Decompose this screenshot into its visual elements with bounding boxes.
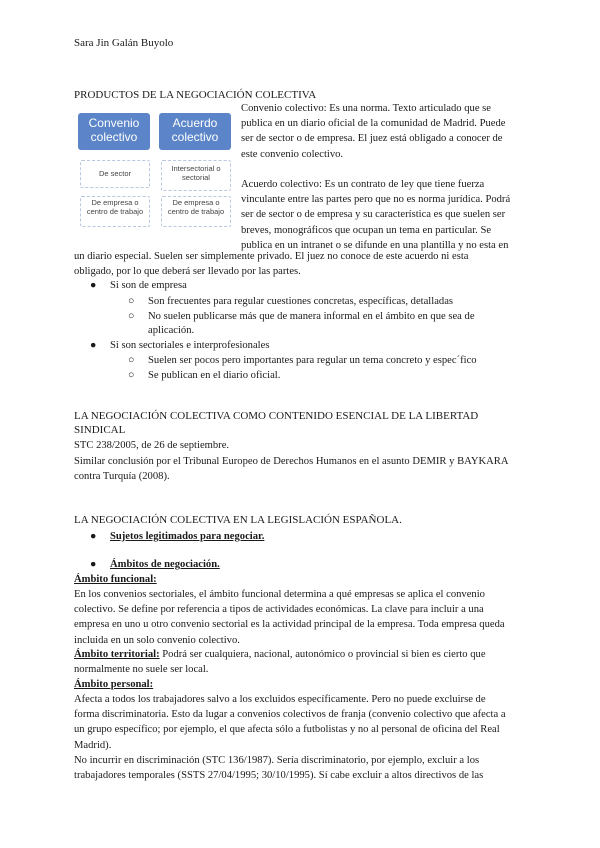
bullet-icon: ● [90,559,97,570]
circle-bullet-icon: ○ [128,296,135,307]
text-line: Madrid). [74,739,112,751]
text-line: un diario especial. Suelen ser simplemente privado. El juez no conoce de este acuerdo ni esta [74,251,469,262]
text-line: Acuerdo colectivo: Es un contrato de ley que tiene fuerza [241,179,485,190]
funcional-paragraph [74,587,534,648]
text-line: vinculante entre las partes pero que no es norma jurídica. Podrá [241,194,511,206]
diagram-sub-empresa-1: De empresa o centro de trabajo [80,196,150,227]
bullet-icon: ● [90,340,97,351]
text-line: ser de sector o de empresa y su característica es que suelen ser [241,209,506,221]
diagram-box-acuerdo: Acuerdo colectivo [159,113,231,150]
list-item: ● Ámbitos de negociación. [90,557,220,572]
list-item: ● Si son de empresa [90,278,187,293]
text-line: forma discriminatoria. Esto da lugar a convenios colectivos de franja (convenio colectivo que afecta a [74,709,506,721]
list-item: ● Si son sectoriales e interprofesionales [90,338,269,353]
text-line: obligado, por lo que deberá ser llevado por las partes. [74,266,301,278]
text-line: ser de sector o de empresa. El juez está obligado a conocer de [241,133,503,145]
diagram-sub-de-sector: De sector [80,160,150,188]
text-line: este convenio colectivo. [241,148,344,160]
text-line: empresa en uno u otro convenio sectorial es la actividad principal de la empresa. Toda empresa queda [74,619,505,631]
subheading-personal: Ámbito personal: [74,679,154,690]
text-line: un grupo específico; por ejemplo, el que afecta sólo a futbolistas y no al personal de oficina del Real [74,724,500,736]
diagram-box-convenio: Convenio colectivo [78,113,150,150]
bullet-icon: ● [90,280,97,291]
circle-bullet-icon: ○ [128,370,135,381]
text-line: En los convenios sectoriales, el ámbito funcional determina a qué empresas se aplica el convenio [74,589,485,600]
acuerdo-continuation [74,249,534,279]
diagram-sub-intersectorial: Intersectorial o sectorial [161,160,231,191]
text-line: No incurrir en discriminación (STC 136/1987). Sería discriminatorio, por ejemplo, excluir a los [74,754,480,766]
text-line: breves, monográficos que ocupan un tema en particular. Se [241,224,492,236]
author-name: Sara Jin Galán Buyolo [74,37,174,49]
subheading-territorial: Ámbito territorial: [74,649,160,660]
list-item: ● Sujetos legitimados para negociar. [90,529,264,544]
sub-list-item: ○ Se publican en el diario oficial. [128,368,280,383]
sub-list-item: ○ Son frecuentes para regular cuestiones concretas, específicas, detalladas [128,294,453,309]
sub-list-item: ○ No suelen publicarse más que de manera informal en el ámbito en que sea de [128,309,475,324]
circle-bullet-icon: ○ [128,311,135,322]
text-line: Afecta a todos los trabajadores salvo a los excluidos específicamente. Pero no puede excluirse de [74,694,486,705]
text-line: STC 238/2005, de 26 de septiembre. [74,440,230,451]
territorial-line: Ámbito territorial: Podrá ser cualquiera, nacional, autonómico o provincial si bien es cierto que [74,649,486,660]
text-line: Similar conclusión por el Tribunal Europeo de Derechos Humanos en el asunto DEMIR y BAYKARA [74,456,509,467]
text-line: Convenio colectivo: Es una norma. Texto articulado que se [241,103,492,114]
text-line: colectivo. Se define por referencia a tipos de actividades económicas. La clave para incluir a una [74,604,484,616]
text-line: publica en un diario oficial de la comunidad de Madrid. Puede [241,118,506,130]
convenio-paragraph [241,101,541,162]
text-line: publica en un intranet o se difunde en una plantilla y no esta en [241,239,509,251]
sub-list-continuation: aplicación. [148,325,195,336]
section-title-legislacion: LA NEGOCIACIÓN COLECTIVA EN LA LEGISLACIÓN ESPAÑOLA. [74,514,402,526]
text-line: contra Turquía (2008). [74,471,170,482]
section-title-libertad-sindical: LA NEGOCIACIÓN COLECTIVA COMO CONTENIDO ESENCIAL DE LA LIBERTAD [74,410,479,422]
circle-bullet-icon: ○ [128,355,135,366]
text-line: normalmente no suele ser local. [74,664,209,675]
personal-paragraph [74,692,534,783]
diagram-sub-empresa-2: De empresa o centro de trabajo [161,196,231,227]
bullet-icon: ● [90,531,97,542]
convenio-acuerdo-diagram [76,110,236,230]
text-line: trabajadores temporales (SSTS 27/04/1995; 30/10/1995). Sí cabe excluir a altos directivos de las [74,770,484,782]
section-title-libertad-sindical-cont: SINDICAL [74,424,126,436]
sub-list-item: ○ Suelen ser pocos pero importantes para regular un tema concreto y espec´fico [128,353,477,368]
section-title-productos: PRODUCTOS DE LA NEGOCIACIÓN COLECTIVA [74,89,317,101]
acuerdo-paragraph [241,177,541,253]
text-line: incluida en un solo convenio colectivo. [74,634,240,646]
subheading-funcional: Ámbito funcional: [74,574,157,585]
